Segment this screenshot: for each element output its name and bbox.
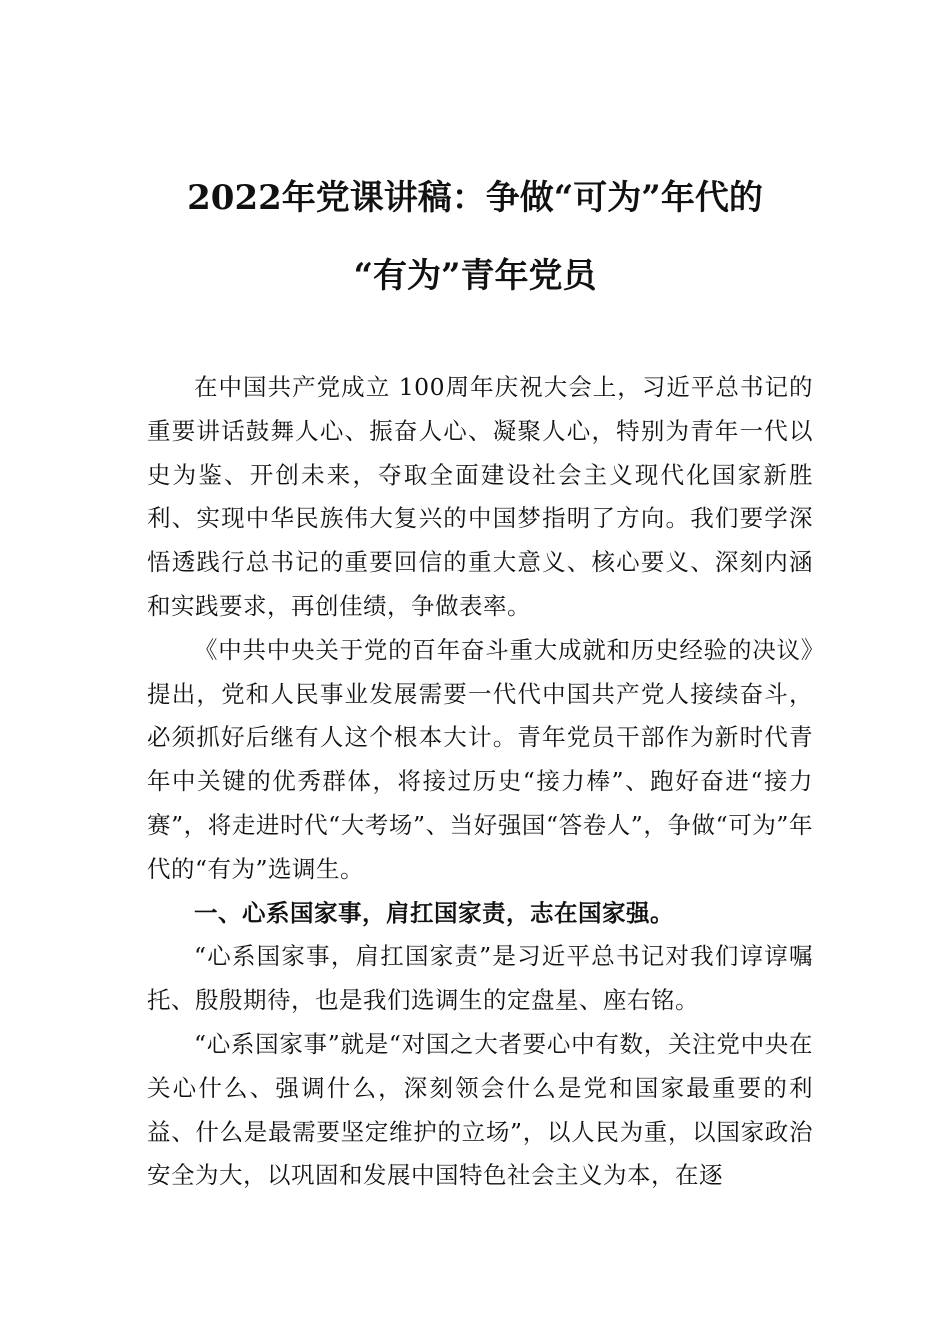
document-body xyxy=(147,366,813,1198)
document-title-line-1: 2022年党课讲稿：争做“可为”年代的 xyxy=(187,178,763,218)
paragraph: 在中国共产党成立 100周年庆祝大会上，习近平总书记的重要讲话鼓舞人心、振奋人心、凝聚人心，特别为青年一代以史为鉴、开创未来，夺取全面建设社会主义现代化国家新胜利、实现中华民族伟大复兴的中国梦指明了方向。我们要学深悟透践行总书记的重要回信的重大意义、核心要义、深刻内涵和实践要求，再创佳绩，争做表率。 xyxy=(147,373,813,620)
document-title-line-2: “有为”青年党员 xyxy=(353,256,597,296)
section-heading: 一、心系国家事，肩扛国家责，志在国家强。 xyxy=(194,898,674,927)
paragraph: “心系国家事”就是“对国之大者要心中有数，关注党中央在关心什么、强调什么，深刻领会什么是党和国家最重要的利益、什么是最需要坚定维护的立场”，以人民为重，以国家政治安全为大，以巩固和发展中国特色社会主义为本，在逐 xyxy=(147,1029,813,1190)
paragraph: 《中共中央关于党的百年奋斗重大成就和历史经验的决议》提出，党和人民事业发展需要一代代中国共产党人接续奋斗，必须抓好后继有人这个根本大计。青年党员干部作为新时代青年中关键的优秀群体，将接过历史“接力棒”、跑好奋进“接力赛”，将走进时代“大考场”、当好强国“答卷人”，争做“可为”年代的“有为”选调生。 xyxy=(147,635,813,883)
paragraph: “心系国家事，肩扛国家责”是习近平总书记对我们谆谆嘱托、殷殷期待，也是我们选调生的定盘星、座右铭。 xyxy=(147,942,813,1015)
